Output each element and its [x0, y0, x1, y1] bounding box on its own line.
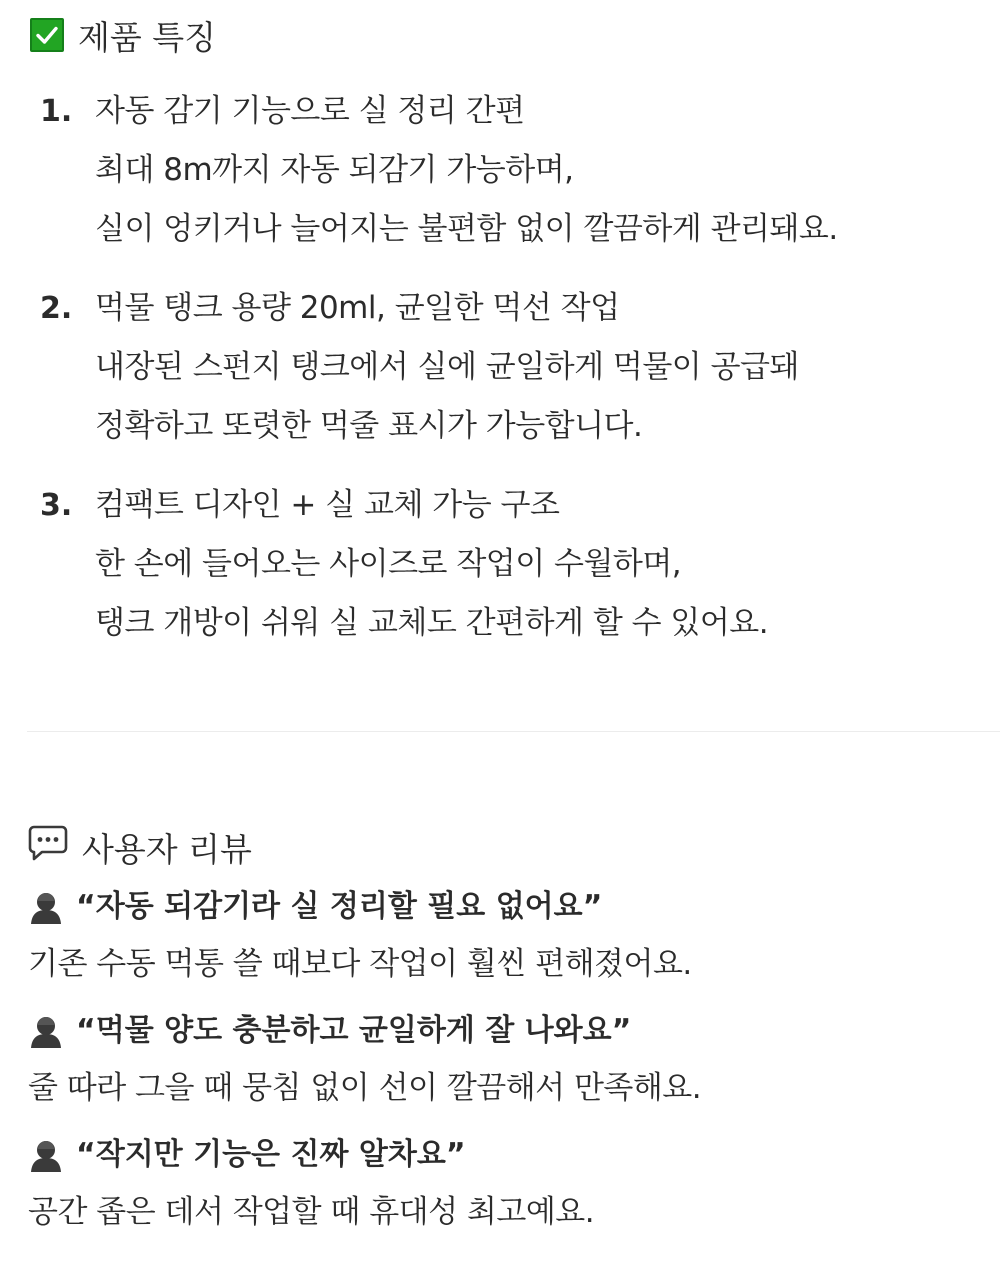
feature-description-line: 최대 8m까지 자동 되감기 가능하며, — [95, 152, 574, 188]
review-text: 공간 좁은 데서 작업할 때 휴대성 최고예요. — [28, 1194, 595, 1230]
section-divider — [27, 731, 1000, 732]
review-item — [28, 1004, 988, 1118]
person-icon — [28, 1013, 64, 1049]
person-icon — [28, 1137, 64, 1173]
reviews-title: 사용자 리뷰 — [82, 829, 252, 869]
review-title-row — [28, 1004, 988, 1058]
review-text: 기존 수동 먹통 쓸 때보다 작업이 훨씬 편해졌어요. — [28, 946, 692, 982]
feature-number: 3. — [40, 488, 73, 523]
feature-number: 2. — [40, 291, 73, 326]
review-item — [28, 1128, 988, 1242]
reviews-list — [28, 880, 988, 1252]
feature-title: 자동 감기 기능으로 실 정리 간편 — [95, 93, 525, 129]
features-list — [0, 82, 1000, 673]
check-mark-button-icon — [30, 18, 64, 52]
feature-description-line: 실이 엉키거나 늘어지는 불편함 없이 깔끔하게 관리돼요. — [95, 211, 838, 247]
feature-number: 1. — [40, 94, 73, 129]
review-title: “작지만 기능은 진짜 알차요” — [76, 1137, 466, 1172]
review-title: “자동 되감기라 실 정리할 필요 없어요” — [76, 889, 603, 924]
features-title: 제품 특징 — [78, 17, 217, 57]
feature-title: 컴팩트 디자인 + 실 교체 가능 구조 — [95, 487, 560, 523]
person-icon — [28, 889, 64, 925]
review-item — [28, 880, 988, 994]
features-heading — [30, 12, 216, 58]
feature-description-line: 내장된 스펀지 탱크에서 실에 균일하게 먹물이 공급돼 — [95, 349, 799, 385]
feature-item — [0, 82, 1000, 259]
feature-description-line: 정확하고 또렷한 먹줄 표시가 가능합니다. — [95, 408, 643, 444]
review-text: 줄 따라 그을 때 뭉침 없이 선이 깔끔해서 만족해요. — [28, 1070, 702, 1106]
review-title-row — [28, 880, 988, 934]
speech-bubble-icon — [28, 824, 68, 870]
review-title-row — [28, 1128, 988, 1182]
feature-description-line: 탱크 개방이 쉬워 실 교체도 간편하게 할 수 있어요. — [95, 605, 769, 641]
feature-title: 먹물 탱크 용량 20ml, 균일한 먹선 작업 — [95, 290, 620, 326]
feature-item — [0, 476, 1000, 653]
reviews-heading — [28, 822, 252, 872]
feature-item — [0, 279, 1000, 456]
feature-description-line: 한 손에 들어오는 사이즈로 작업이 수월하며, — [95, 546, 682, 582]
review-title: “먹물 양도 충분하고 균일하게 잘 나와요” — [76, 1013, 632, 1048]
